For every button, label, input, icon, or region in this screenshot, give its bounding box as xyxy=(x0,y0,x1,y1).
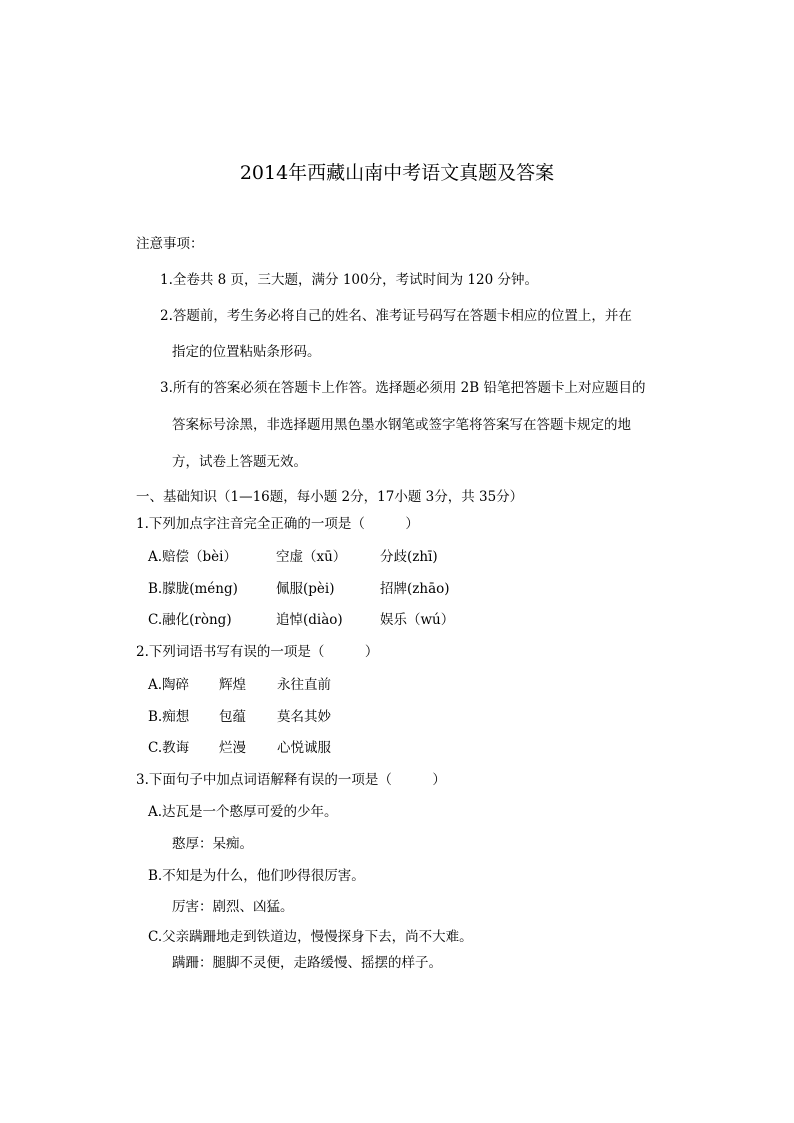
q1-option-b: B.朦胧(méng) xyxy=(148,581,238,597)
q2-option-b: 包蕴 xyxy=(219,709,246,725)
q2-option-a: 辉煌 xyxy=(219,677,246,693)
q1-option-a: 空虚（xū） xyxy=(276,549,347,565)
q1-option-c: 追悼(diào) xyxy=(276,612,343,628)
q1-option-c: C.融化(ròng) xyxy=(148,612,232,628)
q2-option-b: 莫名其妙 xyxy=(277,709,331,725)
notice-item-3-cont: 答案标号涂黑，非选择题用黑色墨水钢笔或签字笔将答案写在答题卡规定的地 xyxy=(172,417,631,433)
q1-option-c: 娱乐（wú） xyxy=(380,612,455,628)
q2-option-a: A.陶碎 xyxy=(148,677,190,693)
q2-option-b: B.痴想 xyxy=(148,709,190,725)
q2-option-c: 烂漫 xyxy=(219,740,246,756)
q1-option-b: 招牌(zhāo) xyxy=(380,581,450,597)
q1-option-a: A.赔偿（bèi） xyxy=(148,549,237,565)
section-heading: 一、基础知识（1—16题，每小题 2分，17小题 3分，共 35分） xyxy=(136,489,524,505)
question-1-stem: 1.下列加点字注音完全正确的一项是（ ） xyxy=(136,516,419,532)
question-2-stem: 2.下列词语书写有误的一项是（ ） xyxy=(136,644,379,660)
notice-item-1: 1.全卷共 8 页，三大题，满分 100分，考试时间为 120 分钟。 xyxy=(160,272,538,288)
notice-item-3: 3.所有的答案必须在答题卡上作答。选择题必须用 2B 铅笔把答题卡上对应题目的 xyxy=(160,380,646,396)
q2-option-c: C.教诲 xyxy=(148,740,190,756)
question-3-stem: 3.下面句子中加点词语解释有误的一项是（ ） xyxy=(136,772,446,788)
q3-option-b: B.不知是为什么，他们吵得很厉害。 xyxy=(148,868,365,884)
notice-heading: 注意事项： xyxy=(136,236,204,252)
notice-item-2: 2.答题前，考生务必将自己的姓名、准考证号码写在答题卡相应的位置上，并在 xyxy=(160,308,632,324)
q3-option-a: A.达瓦是一个憨厚可爱的少年。 xyxy=(148,804,338,820)
q1-option-b: 佩服(pèi) xyxy=(276,581,335,597)
q1-option-a: 分歧(zhī) xyxy=(380,549,438,565)
notice-item-2-cont: 指定的位置粘贴条形码。 xyxy=(172,344,321,360)
q3-option-a-note: 憨厚：呆痴。 xyxy=(172,836,253,852)
q3-option-b-note: 厉害：剧烈、凶猛。 xyxy=(172,899,294,915)
q3-option-c: C.父亲蹒跚地走到铁道边，慢慢探身下去，尚不大难。 xyxy=(148,929,473,945)
q3-option-c-note: 蹒跚：腿脚不灵便，走路缓慢、摇摆的样子。 xyxy=(172,955,442,971)
q2-option-a: 永往直前 xyxy=(277,677,331,693)
q2-option-c: 心悦诚服 xyxy=(277,740,331,756)
page-title: 2014年西藏山南中考语文真题及答案 xyxy=(239,162,555,184)
notice-item-3-cont: 方，试卷上答题无效。 xyxy=(172,454,307,470)
